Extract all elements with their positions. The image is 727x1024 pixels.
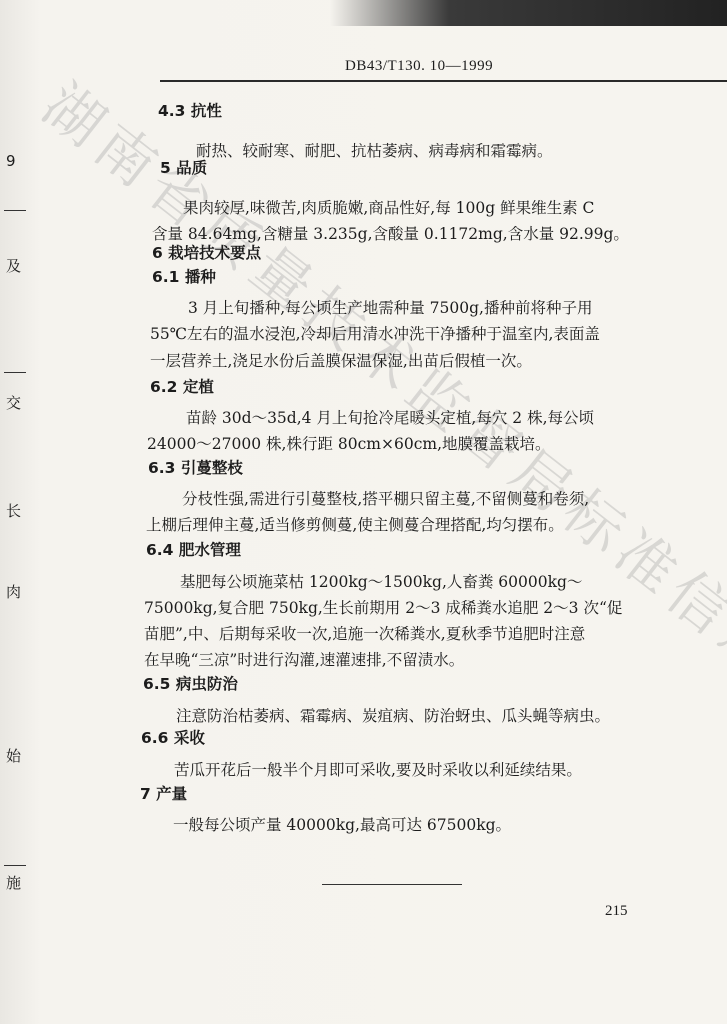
paragraph-line: 24000～27000 株,株行距 80cm×60cm,地膜覆盖栽培。 [147,435,551,453]
paragraph-line: 上棚后理伸主蔓,适当修剪侧蔓,使主侧蔓合理搭配,均匀摆布。 [146,516,564,534]
margin-char: 9 [6,152,16,170]
paragraph-line: 耐热、较耐寒、耐肥、抗枯萎病、病毒病和霜霉病。 [196,142,553,160]
paragraph-line: 75000kg,复合肥 750kg,生长前期用 2～3 成稀粪水追肥 2～3 次“促 [144,599,623,617]
section-heading: 6.3 引蔓整枝 [148,459,243,477]
paragraph-line: 3 月上旬播种,每公顷生产地需种量 7500g,播种前将种子用 [188,299,593,317]
page-number: 215 [605,903,628,919]
section-heading: 4.3 抗性 [158,102,222,120]
section-heading: 6.1 播种 [152,268,216,286]
section-heading: 7 产量 [140,785,188,803]
margin-rule [4,372,26,373]
paragraph-line: 苗肥”,中、后期每采收一次,追施一次稀粪水,夏秋季节追肥时注意 [144,625,586,643]
paragraph-line: 果肉较厚,味微苦,肉质脆嫩,商品性好,每 100g 鲜果维生素 C [183,199,595,217]
standard-code: DB43/T130. 10—1999 [345,58,494,74]
paragraph-line: 55℃左右的温水浸泡,冷却后用清水冲洗干净播种于温室内,表面盖 [150,325,600,343]
paragraph-line: 在早晚“三凉”时进行沟灌,速灌速排,不留渍水。 [144,651,465,669]
footer-rule [322,884,462,885]
paragraph-line: 分枝性强,需进行引蔓整枝,搭平棚只留主蔓,不留侧蔓和卷须, [182,490,590,508]
margin-char: 肉 [6,583,22,601]
margin-char: 始 [6,747,22,765]
paragraph-line: 苗龄 30d～35d,4 月上旬抢冷尾暖头定植,每穴 2 株,每公顷 [186,409,595,427]
paragraph-line: 一般每公顷产量 40000kg,最高可达 67500kg。 [173,816,512,834]
paragraph-line: 一层营养土,浇足水份后盖膜保温保湿,出苗后假植一次。 [150,352,532,370]
section-heading: 6.4 肥水管理 [146,541,241,559]
paragraph-line: 含量 84.64mg,含糖量 3.235g,含酸量 0.1172mg,含水量 92.99g。 [152,225,629,243]
header-rule [160,80,727,82]
left-margin-fragments [0,0,40,1024]
section-heading: 6.2 定植 [150,378,214,396]
margin-char: 交 [6,394,22,412]
paragraph-line: 注意防治枯萎病、霜霉病、炭疽病、防治蚜虫、瓜头蝇等病虫。 [176,707,611,725]
margin-rule [4,210,26,211]
section-heading: 6.6 采收 [141,729,205,747]
margin-char: 长 [6,502,22,520]
paragraph-line: 苦瓜开花后一般半个月即可采收,要及时采收以利延续结果。 [174,761,582,779]
section-heading: 6 栽培技术要点 [152,244,262,262]
margin-char: 及 [6,257,22,275]
paragraph-line: 基肥每公顷施菜枯 1200kg～1500kg,人畜粪 60000kg～ [180,573,583,591]
section-heading: 6.5 病虫防治 [143,675,238,693]
margin-char: 施 [6,874,22,892]
scan-shadow [330,0,727,26]
section-heading: 5 品质 [160,159,208,177]
margin-rule [4,865,26,866]
